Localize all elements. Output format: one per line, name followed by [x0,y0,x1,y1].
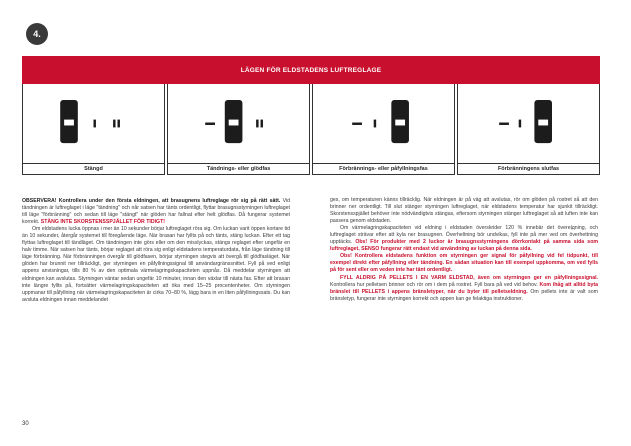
text-column-left [22,198,290,304]
damper-position-illustrations [22,84,600,164]
position-panel-combustion [312,84,455,164]
slider-knob [229,120,239,126]
position-mark [256,120,258,128]
position-mark [519,120,521,128]
pellets-text-2: Om pellets inte är valt som bränsletyp, fungerar inte styrningen korrekt och appen kan ge felaktiga instruktioner. [330,288,598,302]
section-header: LÄGEN FÖR ELDSTADENS LUFTREGLAGE [22,56,600,84]
pellets-text: Kontrollera hur pelletsen brinner och rör om i dem på rostret. Fyll bara på ved vid behov. [330,281,540,288]
observe-text: Vid tändningen är luftreglaget i läge "tändning" och når satsen har tänts ordentligt, flyttar brasugnsstyrningen luftreglaget till läge "förbränning" och sedan till läge "stängt" när glöden har fallnat efter helt glödfas. Då fungerar systemet korrekt. [22,198,290,226]
paragraph-observe [22,198,290,226]
position-mark [205,123,215,125]
position-mark [94,120,96,128]
position-panel-closed [22,84,165,164]
position-mark [374,120,376,128]
observe-bold-text: OBSERVERA! Kontrollera under den första eldningen, att brasugnens luftreglage rör sig på rätt sätt. [22,198,281,204]
paragraph-end-burning: ges, om temperaturen känns tillräcklig. När eldningen är på väg att avslutas, rör om glöden på rostret så att den brinner ner ordentligt. Till slut stänger styrningen luftreglaget, när eldstadens temperatur har sjunkit tillräckligt. Skorstensspjället behöver inte nödvändigtvis stängas, eftersom styrningen stänger luftreglaget så att luften inte kan passera genom eldstaden. [330,197,598,225]
slider-knob [538,120,548,126]
damper-warning: STÄNG INTE SKORSTENSSPJÄLLET FÖR TIDIGT! [40,219,165,226]
position-labels [22,164,600,175]
text-column-right [330,197,598,303]
position-panel-final [457,84,600,164]
pellets-fuel-note: Kom ihåg att alltid byta bränslet till PELLETS i appens bränsletyper, när du byter till pelletseldning. [330,281,598,295]
damper-closed-illustration [23,84,164,163]
step-number-badge: 4. [26,23,48,45]
damper-ignition-illustration [168,84,309,163]
position-mark [261,120,263,128]
label-final: Förbränningens slutfas [457,164,600,175]
overheat-text: Om värmelagringskapaciteten vid eldning i eldstaden överskrider 120 % innebär det överelдning, och luftreglaget strävar efter att kyla ner brasugnen. Överheltning bör undvikas, fyll inte på mer ved om överhettning upptäcks. [330,225,598,246]
label-closed: Stängd [22,164,165,175]
label-ignition: Tändnings- eller glödfas [167,164,310,175]
position-panel-ignition [167,84,310,164]
two-door-note: Obs! För produkter med 2 luckor är brasugnsstyrningens dörrkontakt på samma sida som luftreglaget, SENSO fungerar rätt endast vid användning av luckan på denna sida. [330,239,598,253]
position-mark [499,123,509,125]
position-mark [352,123,362,125]
position-mark [113,120,115,128]
paragraph-pellets [330,275,598,303]
pellets-warning: FYLL ALDRIG PÅ PELLETS I EN VARM ELDSTAD, även om styrningen ger en påfyllningssignal. [340,274,598,281]
paragraph-overheat [330,225,598,253]
damper-final-illustration [458,84,599,163]
refill-signal-note: Obs! Kontrollera eldstadens funktion om styrningen ger signal för påfyllning vid fel tidpunkt, till exempel direkt efter påfyllning eller tändning. En sådan situation kan till exempel uppkomma, om ved fylls på för sent eller om veden inte har tänt ordentligt. [330,253,598,274]
damper-combustion-illustration [313,84,454,163]
label-combustion: Förbrännings- eller påfyllningsfas [312,164,455,175]
page-number: 30 [22,421,29,427]
paragraph-door: Om eldstadens lucka öppnas i mer än 10 sekunder börjar luftreglaget röra sig. Om luckan varit öppen kortare tid än 10 sekunder, återgår systemet till föregående läge. När brasan har fyllts på och tänts, stäng luckan. Efter ett tag flyttas luftreglaget till tändläget. Om tändningen inte görs eller om den misslyckas, stängs reglaget efter ungefär en halv timme. När satsen har tänts, börjar reglaget att röra sig enligt eldstadens temperaturdata, från läge tändning till läge förbränning. När förbränningen övergår till glödfasen, börjar styrningen stegvis att övergå till glödfasläget. När glöden har brunnit ner tillräckligt, ger styrningen en påfyllningssignal till användargränssnittet. Fyll på ved enligt appens anvisningar, tills 80 % av den optimala värmelagringskapaciteten uppnås. Då meddelar styrningen att eldningen kan avslutas. Styrningen väntar sedan ungefär 10 minuter, innan den växlar till nästa fas. Efter att brasan inte längre fyllts på, fortsätter värmelagringskapaciteten att öka med 15–25 procentenheter. Om styrningen uppmanar till påfyllning när värmelagringskapaciteten är cirka 70–80 %, lägg bara in en liten påfyllningssats. Du kan avsluta eldningen innan meddelandet [22,226,290,303]
slider-knob [395,120,405,126]
paragraph-refill-signal [330,253,598,274]
position-mark [117,120,119,128]
slider-knob [64,120,74,126]
